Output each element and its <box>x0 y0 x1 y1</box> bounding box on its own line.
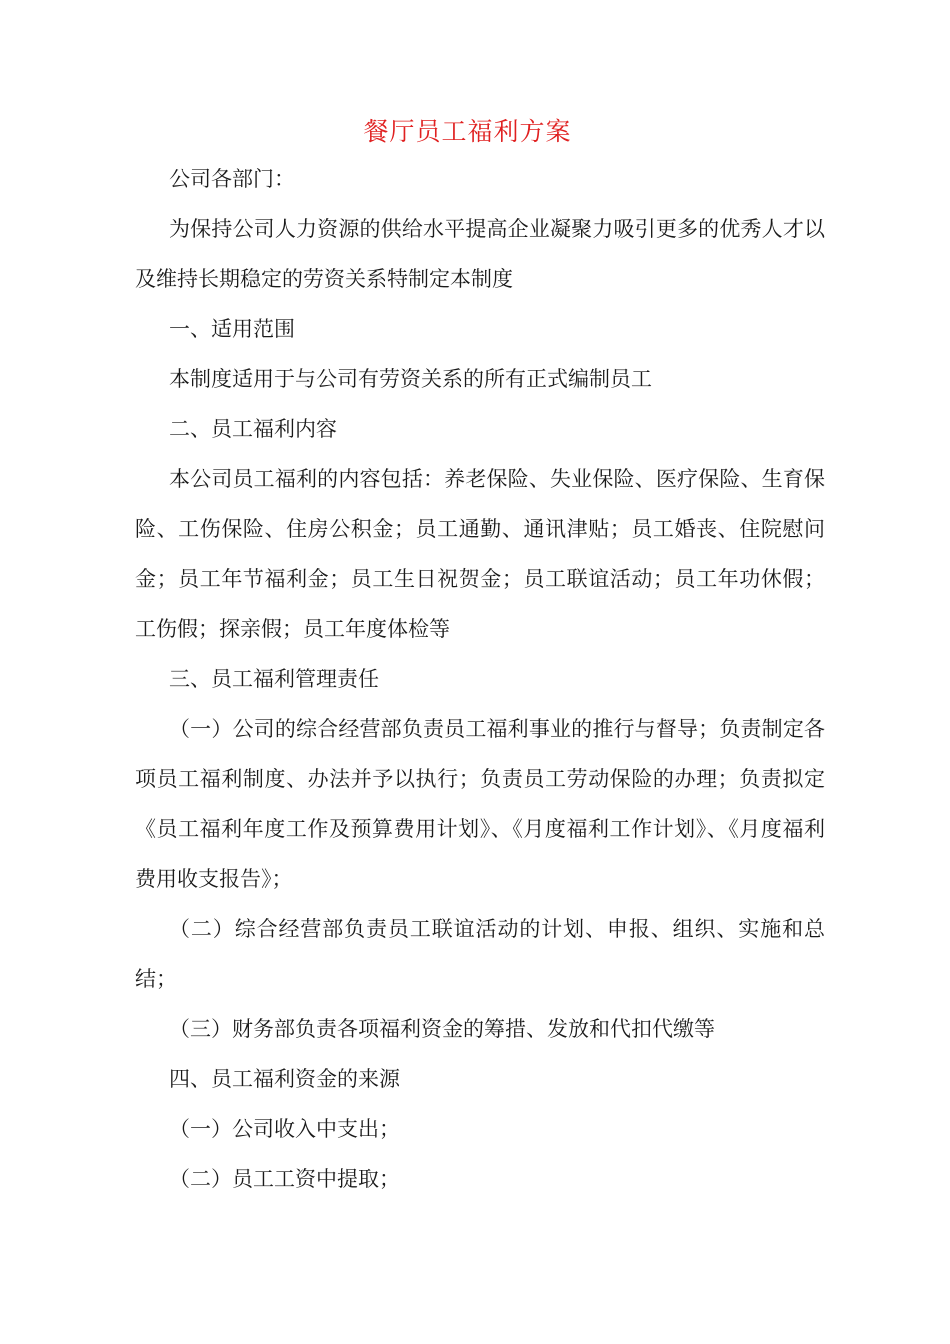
funding-item-1: （一）公司收入中支出； <box>169 1117 400 1141</box>
content-paragraph: 本公司员工福利的内容包括：养老保险、失业保险、医疗保险、生育保险、工伤保险、住房公积金；员工通勤、通讯津贴；员工婚丧、住院慰问金；员工年节福利金；员工生日祝贺金；员工联谊活动；员工年功休假；工伤假；探亲假；员工年度体检等 <box>135 467 825 641</box>
responsibility-item-2: （二）综合经营部负责员工联谊活动的计划、申报、组织、实施和总结； <box>135 917 825 991</box>
funding-item-2: （二）员工工资中提取； <box>169 1167 400 1191</box>
section-heading-content: 二、员工福利内容 <box>169 417 337 441</box>
section-heading-funding: 四、员工福利资金的来源 <box>169 1067 400 1091</box>
responsibility-item-3: （三）财务部负责各项福利资金的筹措、发放和代扣代缴等 <box>169 1017 715 1041</box>
section-heading-responsibility: 三、员工福利管理责任 <box>169 667 379 691</box>
document-title: 餐厅员工福利方案 <box>363 117 572 146</box>
responsibility-item-1: （一）公司的综合经营部负责员工福利事业的推行与督导；负责制定各项员工福利制度、办法并予以执行；负责员工劳动保险的办理；负责拟定《员工福利年度工作及预算费用计划》、《月度福利工作计划》、《月度福利费用收支报告》； <box>135 717 825 891</box>
scope-paragraph: 本制度适用于与公司有劳资关系的所有正式编制员工 <box>169 367 652 391</box>
salutation: 公司各部门： <box>169 167 295 191</box>
document-body <box>135 154 825 1204</box>
section-heading-scope: 一、适用范围 <box>169 317 295 341</box>
intro-paragraph: 为保持公司人力资源的供给水平提高企业凝聚力吸引更多的优秀人才以及维持长期稳定的劳资关系特制定本制度 <box>135 217 825 291</box>
